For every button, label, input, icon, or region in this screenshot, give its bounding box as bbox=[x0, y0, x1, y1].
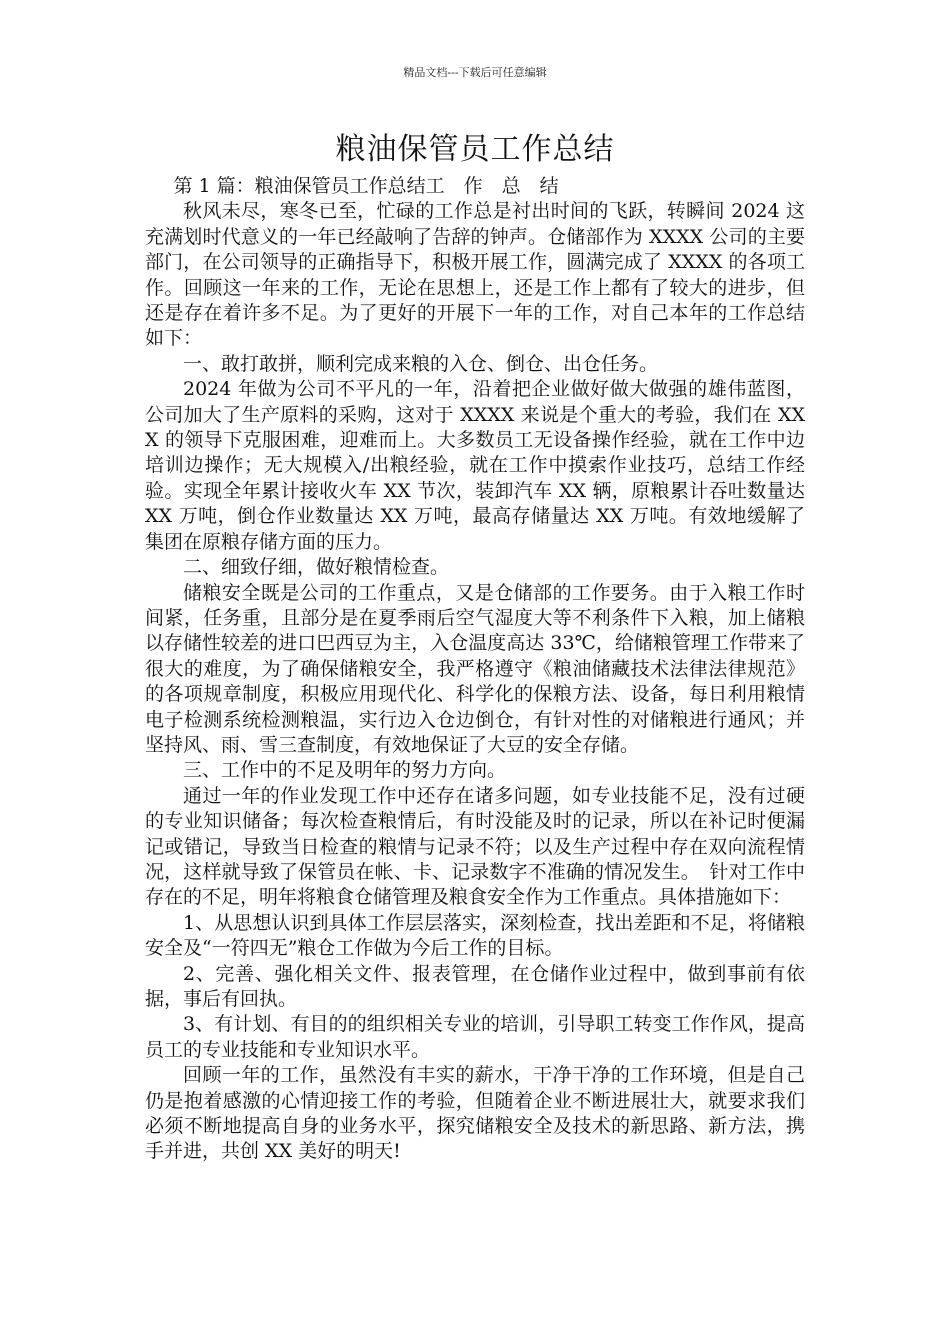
measure-item-2: 2、完善、强化相关文件、报表管理，在仓储作业过程中，做到事前有依据，事后有回执。 bbox=[145, 962, 805, 1010]
paragraph-intro: 秋风未尽，寒冬已至，忙碌的工作总是衬出时间的飞跃，转瞬间 2024 这充满划时代意义的一年已经敲响了告辞的钟声。仓储部作为 XXXX 公司的主要部门，在公司领导的正确指导下，积极开展工作，圆满完成了 XXXX 的各项工作。回顾这一年来的工作，无论在思想上，还是工作上都有了较大的进步，但还是存在着许多不足。为了更好的开展下一年的工作，对自己本年的工作总结如下： bbox=[145, 200, 805, 350]
section-heading-3: 三、工作中的不足及明年的努力方向。 bbox=[183, 759, 507, 782]
document-title: 粮油保管员工作总结 bbox=[335, 132, 615, 167]
page-header-watermark: 精品文档---下载后可任意编辑 bbox=[403, 66, 547, 79]
paragraph-section-2: 储粮安全既是公司的工作重点，又是仓储部的工作要务。由于入粮工作时间紧，任务重，且部分是在夏季雨后空气湿度大等不利条件下入粮，加上储粮以存储性较差的进口巴西豆为主，入仓温度高达 33℃，给储粮管理工作带来了很大的难度，为了确保储粮安全，我严格遵守《粮油储藏技术法律法律规范》的各项规章制度，积极应用现代化、科学化的保粮方法、设备，每日利用粮情电子检测系统检测粮温，实行边入仓边倒仓，有针对性的对储粮进行通风；并坚持风、雨、雪三查制度，有效地保证了大豆的安全存储。 bbox=[145, 581, 805, 756]
paragraph-conclusion: 回顾一年的工作，虽然没有丰实的薪水，干净干净的工作环境，但是自己仍是抱着感激的心情迎接工作的考验，但随着企业不断进展壮大，就要求我们必须不断地提高自身的业务水平，探究储粮安全及技术的新思路、新方法，携手并进，共创 XX 美好的明天! bbox=[145, 1064, 805, 1163]
measure-item-1: 1、从思想认识到具体工作层层落实，深刻检查，找出差距和不足，将储粮安全及“一符四无”粮仓工作做为今后工作的目标。 bbox=[145, 911, 805, 960]
section-heading-2: 二、细致仔细，做好粮情检查。 bbox=[183, 556, 450, 579]
document-body bbox=[145, 174, 805, 1165]
document-subtitle: 第 1 篇：粮油保管员工作总结工 作 总 结 bbox=[173, 175, 559, 197]
paragraph-section-1: 2024 年做为公司不平凡的一年，沿着把企业做好做大做强的雄伟蓝图，公司加大了生产原料的采购，这对于 XXXX 来说是个重大的考验，我们在 XXX 的领导下克服困难，迎难而上。大多数员工无设备操作经验，就在工作中边培训边操作；无大规模入/出粮经验，就在工作中摸索作业技巧，总结工作经验。实现全年累计接收火车 XX 节次，装卸汽车 XX 辆，原粮累计吞吐数量达 XX 万吨，倒仓作业数量达 XX 万吨，最高存储量达 XX 万吨。有效地缓解了集团在原粮存储方面的压力。 bbox=[145, 378, 805, 553]
paragraph-section-3: 通过一年的作业发现工作中还存在诸多问题，如专业技能不足，没有过硬的专业知识储备；每次检查粮情后，有时没能及时的记录，所以在补记时便漏记或错记，导致当日检查的粮情与记录不符；以及生产过程中存在双向流程情况，这样就导致了保管员在帐、卡、记录数字不准确的情况发生。 针对工作中存在的不足，明年将粮食仓储管理及粮食安全作为工作重点。具体措施如下： bbox=[145, 784, 805, 909]
section-heading-1: 一、敢打敢拼，顺利完成来粮的入仓、倒仓、出仓任务。 bbox=[183, 352, 659, 375]
measure-item-3: 3、有计划、有目的的组织相关专业的培训，引导职工转变工作作风，提高员工的专业技能和专业知识水平。 bbox=[145, 1013, 805, 1061]
